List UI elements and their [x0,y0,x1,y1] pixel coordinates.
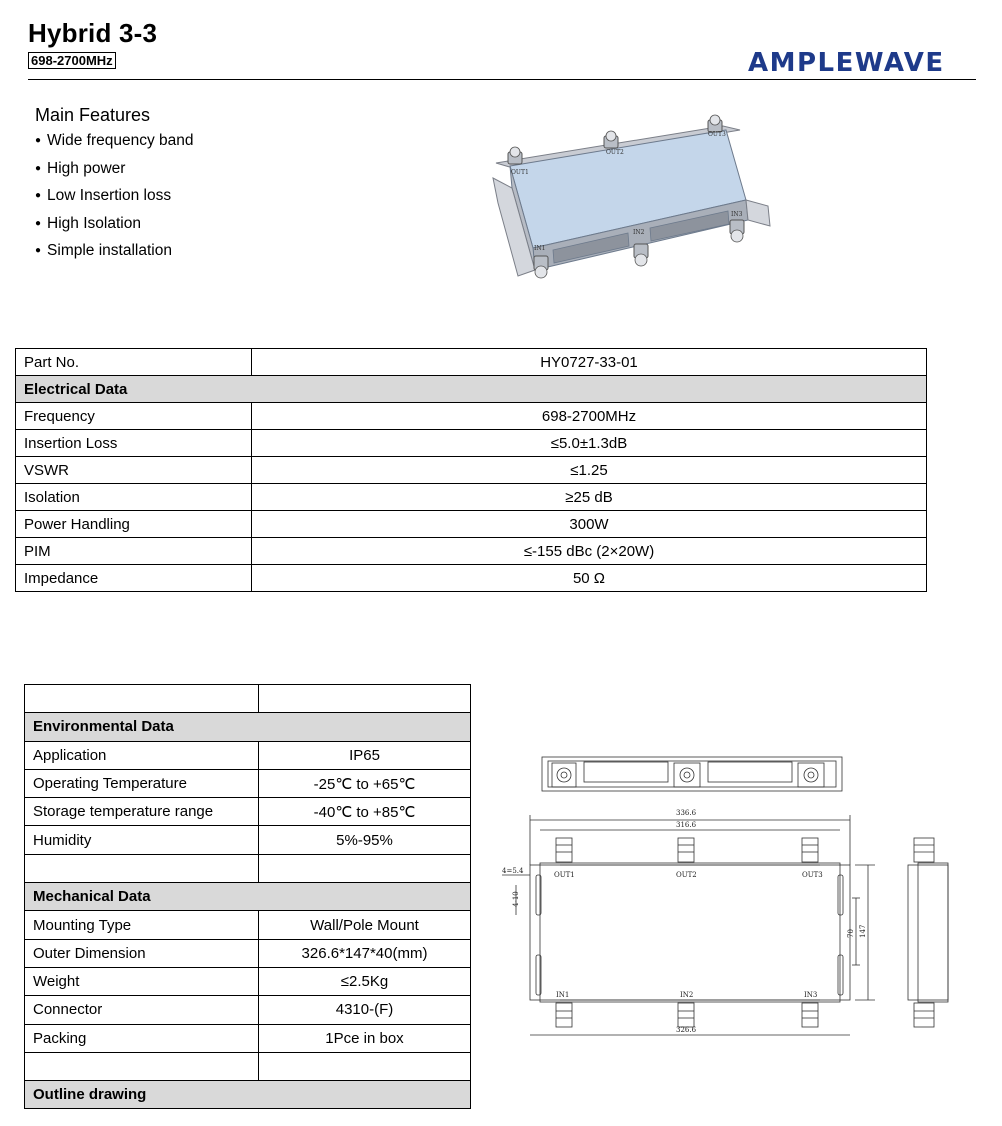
table-row [25,911,471,939]
spec-value: IP65 [259,741,471,769]
table-row [25,826,471,854]
port-label: IN2 [633,229,645,236]
table-row [25,996,471,1024]
empty-row [25,685,471,713]
features-heading: Main Features [35,105,151,125]
table-row [16,430,927,457]
port-label: IN1 [534,245,546,252]
spec-value: -25℃ to +65℃ [259,769,471,797]
table-row [16,484,927,511]
section-header-row [25,1081,471,1109]
port-label: IN3 [804,991,818,999]
section-header-row [25,883,471,911]
spec-value: ≤2.5Kg [259,967,471,995]
spec-value: 50 Ω [252,565,927,592]
feature-item: ● Wide frequency band [35,131,194,159]
spec-value: ≤1.25 [252,457,927,484]
table-row [25,769,471,797]
frequency-badge: 698-2700MHz [28,52,116,69]
spec-value: 326.6*147*40(mm) [259,939,471,967]
spec-value: 300W [252,511,927,538]
table-row [16,538,927,565]
spec-label: Packing [25,1024,259,1052]
spec-label: Insertion Loss [16,430,252,457]
spec-label: Outer Dimension [25,939,259,967]
spec-label: Mounting Type [25,911,259,939]
table-row [25,939,471,967]
port-label: OUT3 [802,871,823,879]
dimension-label: 70 [847,929,855,938]
spec-label: Impedance [16,565,252,592]
spec-label: VSWR [16,457,252,484]
table-row [16,511,927,538]
brand-logo: AMPLEWAVE [748,48,945,78]
feature-item: ● Low Insertion loss [35,186,194,214]
page-title: Hybrid 3-3 [28,18,158,48]
spec-label: Storage temperature range [25,798,259,826]
spec-value: ≥25 dB [252,484,927,511]
spec-value: 5%-95% [259,826,471,854]
spec-value: Wall/Pole Mount [259,911,471,939]
spec-value: 4310-(F) [259,996,471,1024]
part-no-value: HY0727-33-01 [252,349,927,376]
spec-label: Weight [25,967,259,995]
section-title: Electrical Data [16,376,927,403]
spec-label: Isolation [16,484,252,511]
feature-item: ● High power [35,159,194,187]
dimension-label: 147 [859,924,867,938]
feature-item: ● Simple installation [35,241,194,269]
dimension-label: 4=5.4 [502,867,524,875]
spec-label: Frequency [16,403,252,430]
port-label: IN3 [731,211,743,218]
table-row [16,349,927,376]
section-header-row [16,376,927,403]
table-row [25,967,471,995]
dimension-label: 4-10 [512,891,520,907]
feature-item: ● High Isolation [35,214,194,242]
table-row [25,1024,471,1052]
spec-label: PIM [16,538,252,565]
table-row [16,565,927,592]
spec-value: 698-2700MHz [252,403,927,430]
spec-value: -40℃ to +85℃ [259,798,471,826]
port-label: OUT2 [676,871,697,879]
spec-label: Connector [25,996,259,1024]
table-row [16,457,927,484]
empty-row [25,1052,471,1080]
spec-label: Humidity [25,826,259,854]
header-divider [28,79,976,80]
table-row [25,798,471,826]
port-label: OUT2 [606,149,624,156]
features-list [35,131,194,269]
section-title: Mechanical Data [25,883,471,911]
spec-label: Operating Temperature [25,769,259,797]
dimension-label: 336.6 [676,809,697,817]
port-label: OUT1 [554,871,575,879]
electrical-spec-table [15,348,927,592]
port-label: IN2 [680,991,694,999]
port-label: OUT1 [511,169,529,176]
dimension-label: 326.6 [676,1026,697,1034]
spec-label: Power Handling [16,511,252,538]
part-no-label: Part No. [16,349,252,376]
table-row [25,741,471,769]
empty-row [25,854,471,882]
outline-drawing [500,735,960,1050]
product-image [478,108,778,290]
section-header-row [25,713,471,741]
port-label: IN1 [556,991,570,999]
dimension-label: 316.6 [676,821,697,829]
section-title: Outline drawing [25,1081,471,1109]
environmental-mechanical-table [24,684,471,1109]
spec-value: ≤-155 dBc (2×20W) [252,538,927,565]
spec-value: ≤5.0±1.3dB [252,430,927,457]
table-row [16,403,927,430]
spec-value: 1Pce in box [259,1024,471,1052]
spec-label: Application [25,741,259,769]
port-label: OUT3 [708,131,726,138]
section-title: Environmental Data [25,713,471,741]
